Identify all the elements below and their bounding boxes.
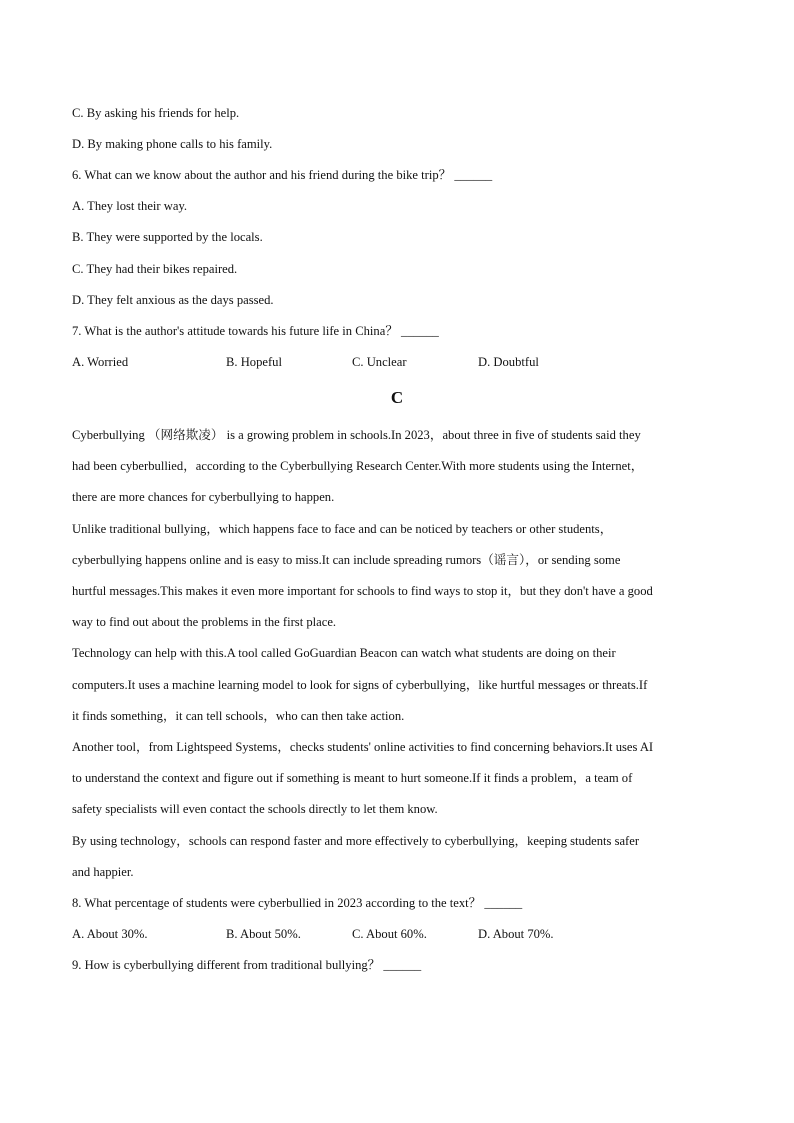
section-heading: C: [390, 388, 404, 407]
passage-line: Cyberbullying （网络欺凌） is a growing problem in schools.In 2023，about three in five of students said they: [72, 428, 641, 442]
q7-option-d: D. Doubtful: [478, 355, 539, 369]
q7-options: [72, 354, 722, 370]
passage-line: Technology can help with this.A tool called GoGuardian Beacon can watch what students are doing on their: [72, 646, 616, 660]
passage-line: cyberbullying happens online and is easy to miss.It can include spreading rumors（谣言），or sending some: [72, 553, 621, 567]
q8-option-b: B. About 50%.: [226, 927, 301, 941]
q5-option-d: D. By making phone calls to his family.: [72, 137, 273, 151]
passage-line: hurtful messages.This makes it even more important for schools to find ways to stop it，but they don't have a good: [72, 584, 653, 598]
passage-line: safety specialists will even contact the schools directly to let them know.: [72, 802, 438, 816]
q6-option-c: C. They had their bikes repaired.: [72, 262, 238, 276]
passage-line: it finds something，it can tell schools，who can then take action.: [72, 709, 405, 723]
q8-option-d: D. About 70%.: [478, 927, 554, 941]
q7-option-b: B. Hopeful: [226, 355, 282, 369]
passage-line: there are more chances for cyberbullying to happen.: [72, 490, 335, 504]
passage-line: had been cyberbullied，according to the Cyberbullying Research Center.With more students using the Internet，: [72, 459, 644, 473]
q9-question: 9. How is cyberbullying different from traditional bullying？ ______: [72, 958, 422, 972]
passage-line: Unlike traditional bullying，which happens face to face and can be noticed by teachers or other students，: [72, 522, 613, 536]
passage-line: computers.It uses a machine learning model to look for signs of cyberbullying，like hurtful messages or threats.If: [72, 678, 648, 692]
q8-option-a: A. About 30%.: [72, 927, 148, 941]
q5-option-c: C. By asking his friends for help.: [72, 106, 240, 120]
passage-line: Another tool，from Lightspeed Systems，checks students' online activities to find concerning behaviors.It uses AI: [72, 740, 654, 754]
passage-line: way to find out about the problems in the first place.: [72, 615, 337, 629]
passage-line: to understand the context and figure out if something is meant to hurt someone.If it finds a problem，a team of: [72, 771, 633, 785]
q7-option-a: A. Worried: [72, 355, 129, 369]
q6-option-a: A. They lost their way.: [72, 199, 188, 213]
passage-line: and happier.: [72, 865, 134, 879]
q7-question: 7. What is the author's attitude towards his future life in China？ ______: [72, 324, 439, 338]
q8-question: 8. What percentage of students were cyberbullied in 2023 according to the text？ ______: [72, 896, 523, 910]
q6-question: 6. What can we know about the author and his friend during the bike trip？ ______: [72, 168, 493, 182]
q8-option-c: C. About 60%.: [352, 927, 427, 941]
q8-options: [72, 926, 722, 942]
q7-option-c: C. Unclear: [352, 355, 407, 369]
passage-line: By using technology，schools can respond faster and more effectively to cyberbullying，keeping students safer: [72, 834, 640, 848]
q6-option-b: B. They were supported by the locals.: [72, 230, 263, 244]
q6-option-d: D. They felt anxious as the days passed.: [72, 293, 274, 307]
